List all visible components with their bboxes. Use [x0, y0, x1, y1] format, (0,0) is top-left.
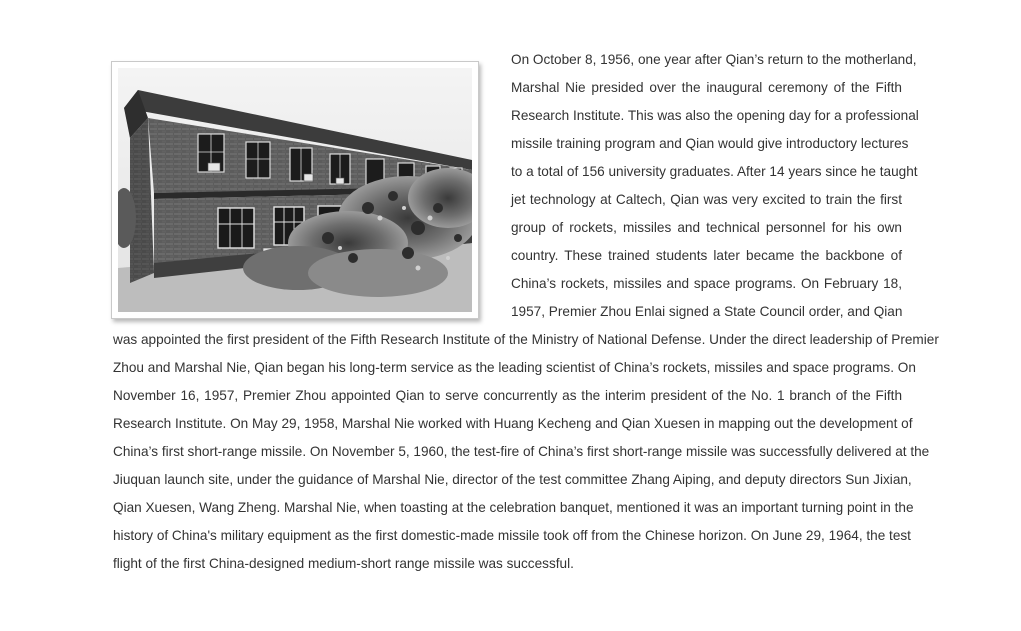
article-line: 1957, Premier Zhou Enlai signed a State Council order, and Qian	[511, 304, 903, 319]
article-line: Research Institute. This was also the opening day for a professional	[511, 108, 919, 123]
article-line: Zhou and Marshal Nie, Qian began his long-term service as the leading scientist of China’s rockets, missiles and space programs. On	[113, 360, 916, 375]
article-line: Jiuquan launch site, under the guidance of Marshal Nie, director of the test committee Zhang Aiping, and deputy directors Sun Jixian,	[113, 472, 912, 487]
article-line: China’s first short-range missile. On November 5, 1960, the test-fire of China’s first short-range missile was successfully delivered at the	[113, 444, 930, 459]
article-line: to a total of 156 university graduates. After 14 years since he taught	[511, 164, 918, 179]
article-line: Marshal Nie presided over the inaugural ceremony of the Fifth	[511, 80, 902, 95]
article-line: history of China's military equipment as the first domestic-made missile took off from the Chinese horizon. On June 29, 1964, the test	[113, 528, 911, 543]
article-line: group of rockets, missiles and technical personnel for his own	[511, 220, 902, 235]
article-line: Research Institute. On May 29, 1958, Marshal Nie worked with Huang Kecheng and Qian Xuesen in mapping out the development of	[113, 416, 913, 431]
article-line: flight of the first China-designed medium-short range missile was successful.	[113, 556, 574, 571]
article-line: China’s rockets, missiles and space programs. On February 18,	[511, 276, 902, 291]
article-photo	[111, 61, 479, 319]
article-line: missile training program and Qian would give introductory lectures	[511, 136, 909, 151]
article-line: Qian Xuesen, Wang Zheng. Marshal Nie, when toasting at the celebration banquet, mentioned it was an important turning point in the	[113, 500, 914, 515]
article-line: jet technology at Caltech, Qian was very excited to train the first	[511, 192, 902, 207]
article-line: November 16, 1957, Premier Zhou appointed Qian to serve concurrently as the interim president of the No. 1 branch of the Fifth	[113, 388, 902, 403]
institute-building-photo	[118, 68, 472, 312]
article-line: was appointed the first president of the Fifth Research Institute of the Ministry of National Defense. Under the direct leadership of Premier	[113, 332, 939, 347]
article-line: On October 8, 1956, one year after Qian’s return to the motherland,	[511, 52, 917, 67]
article-line: country. These trained students later became the backbone of	[511, 248, 902, 263]
